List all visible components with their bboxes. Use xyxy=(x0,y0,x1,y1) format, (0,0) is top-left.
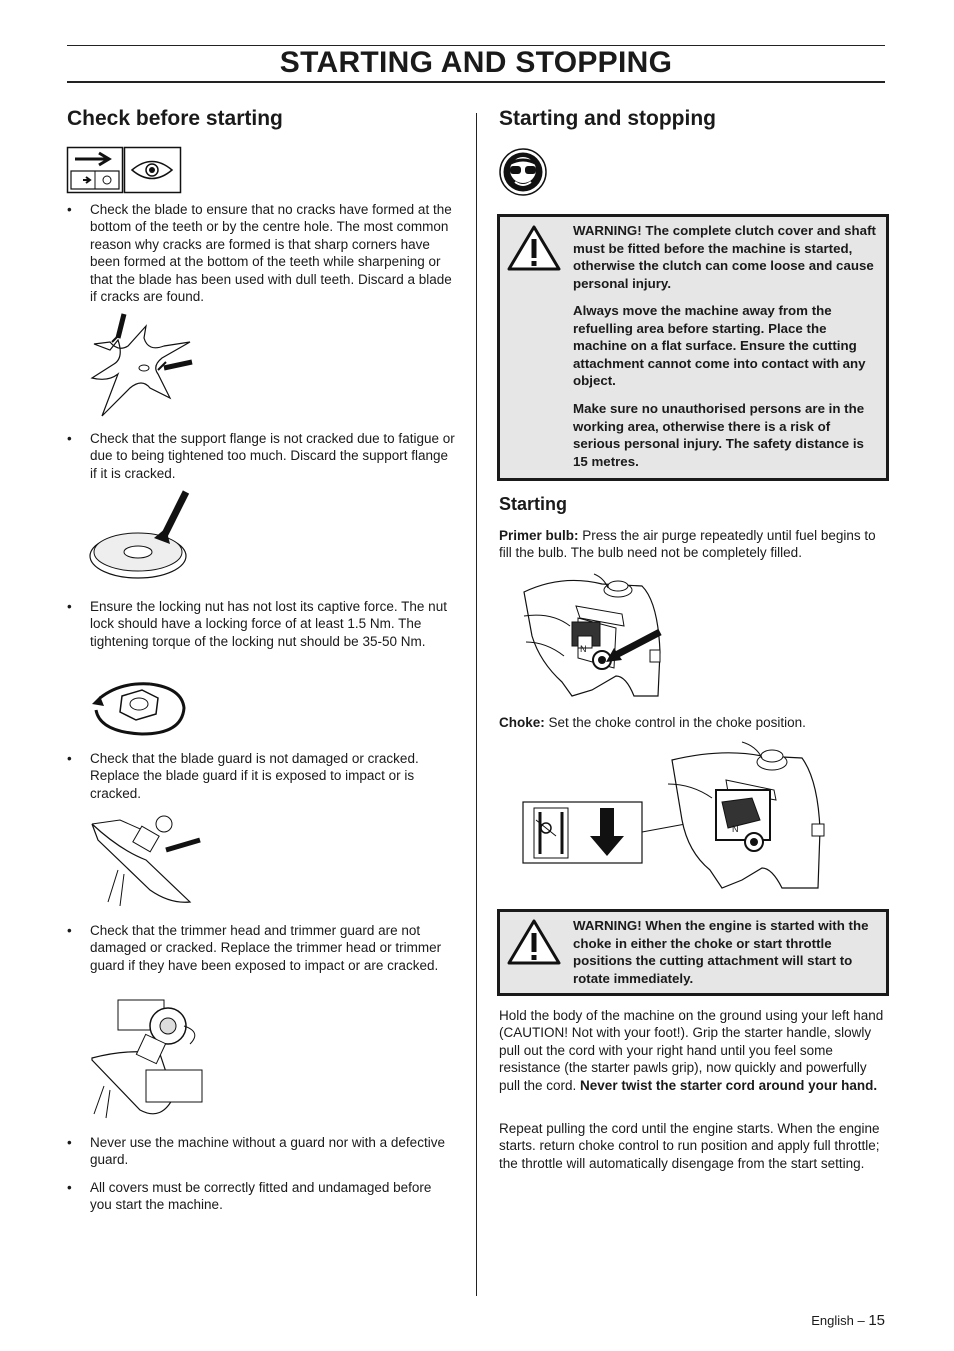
trimmer-head-illustration xyxy=(90,998,204,1122)
bullet-text: All covers must be correctly fitted and undamaged before you start the machine. xyxy=(90,1180,432,1213)
primer-bulb-paragraph xyxy=(499,527,889,562)
bullet-text: Ensure the locking nut has not lost its captive force. The nut lock should have a locking force of at least 1.5 Nm. The tightening torque of the locking nut should be 35-50 Nm. xyxy=(90,599,447,649)
svg-text:N: N xyxy=(580,644,587,654)
bullet-mark: • xyxy=(67,202,72,217)
read-manual-icon xyxy=(67,147,123,193)
starter-cord-paragraph xyxy=(499,1007,889,1094)
choke-label: Choke: xyxy=(499,715,545,730)
warning-text: Always move the machine away from the refuelling area before starting. Place the machine on a flat surface. Ensure the cutting attachment cannot come into contact with any object. xyxy=(573,303,866,389)
support-flange-illustration xyxy=(88,490,198,584)
primer-label: Primer bulb: xyxy=(499,528,579,543)
starter-cord-text: Hold the body of the machine on the ground using your left hand (CAUTION! Not with your foot!). Grip the starter handle, slowly pull out the cord with your right hand until you feel some resistance (the starter pawls grip), now quickly and powerfully pull the cord. xyxy=(499,1008,884,1093)
footer-separator: – xyxy=(857,1313,865,1328)
repeat-pulling-paragraph: Repeat pulling the cord until the engine starts. When the engine starts. return choke control to run position and apply full throttle; the throttle will automatically disengage from the start setting. xyxy=(499,1121,880,1171)
page-footer xyxy=(811,1312,885,1329)
bullet-mark: • xyxy=(67,923,72,938)
bullet-mark: • xyxy=(67,431,72,446)
bullet-mark: • xyxy=(67,751,72,766)
bullet-text: Never use the machine without a guard nor with a defective guard. xyxy=(90,1135,445,1168)
bullet-mark: • xyxy=(67,1180,72,1195)
svg-text:N: N xyxy=(732,824,739,834)
check-before-starting-heading: Check before starting xyxy=(67,107,283,130)
warning-text: WARNING! The complete clutch cover and shaft must be fitted before the machine is started, otherwise the clutch can come loose and cause personal injury. xyxy=(573,223,876,291)
warning-box-choke xyxy=(497,909,889,996)
footer-language: English xyxy=(811,1313,854,1328)
title-underline xyxy=(67,81,885,83)
primer-bulb-illustration xyxy=(522,572,664,698)
eye-protection-icon xyxy=(124,147,181,193)
primer-text: Press the air purge repeatedly until fuel begins to fill the bulb. The bulb need not be completely filled. xyxy=(499,528,876,561)
bullet-mark: • xyxy=(67,599,72,614)
bullet-text: Check that the blade guard is not damaged or cracked. Replace the blade guard if it is exposed to impact or is cracked. xyxy=(90,751,419,801)
blade-guard-illustration xyxy=(90,810,202,908)
warning-triangle-icon xyxy=(506,224,562,272)
blade-crack-illustration xyxy=(88,312,198,420)
locking-nut-illustration xyxy=(90,676,188,738)
bullet-text: Check that the support flange is not cracked due to fatigue or due to being tightened too much. Discard the support flange if it is cracked. xyxy=(90,431,455,481)
bullet-mark: • xyxy=(67,1135,72,1150)
warning-text: WARNING! When the engine is started with the choke in either the choke or start throttle positions the cutting attachment will start to rotate immediately. xyxy=(573,918,869,986)
page-number: 15 xyxy=(868,1312,885,1329)
warning-box-clutch xyxy=(497,214,889,481)
choke-text: Set the choke control in the choke position. xyxy=(544,715,806,730)
bullet-text: Check that the trimmer head and trimmer guard are not damaged or cracked. Replace the trimmer head or trimmer guard if they have been exposed to impact or are cracked. xyxy=(90,923,442,973)
choke-paragraph xyxy=(499,714,889,731)
warning-triangle-icon xyxy=(506,918,562,966)
column-divider xyxy=(476,113,477,1296)
bullet-text: Check the blade to ensure that no cracks have formed at the bottom of the teeth or by the centre hole. The most common reason why cracks are formed is that sharp corners have been formed at the bottom of the teeth while sharpening or that the blade has been used with dull teeth. Discard a blade if cracks are found. xyxy=(90,202,452,305)
starting-subheading: Starting xyxy=(499,494,568,514)
starter-cord-caution: Never twist the starter cord around your hand. xyxy=(580,1077,878,1093)
page-title: STARTING AND STOPPING xyxy=(279,46,673,79)
starting-and-stopping-heading: Starting and stopping xyxy=(499,107,716,130)
warning-text: Make sure no unauthorised persons are in the working area, otherwise there is a risk of serious personal injury. The safety distance is 15 metres. xyxy=(573,401,865,469)
protective-goggles-icon xyxy=(499,148,547,196)
choke-control-illustration xyxy=(522,740,828,888)
